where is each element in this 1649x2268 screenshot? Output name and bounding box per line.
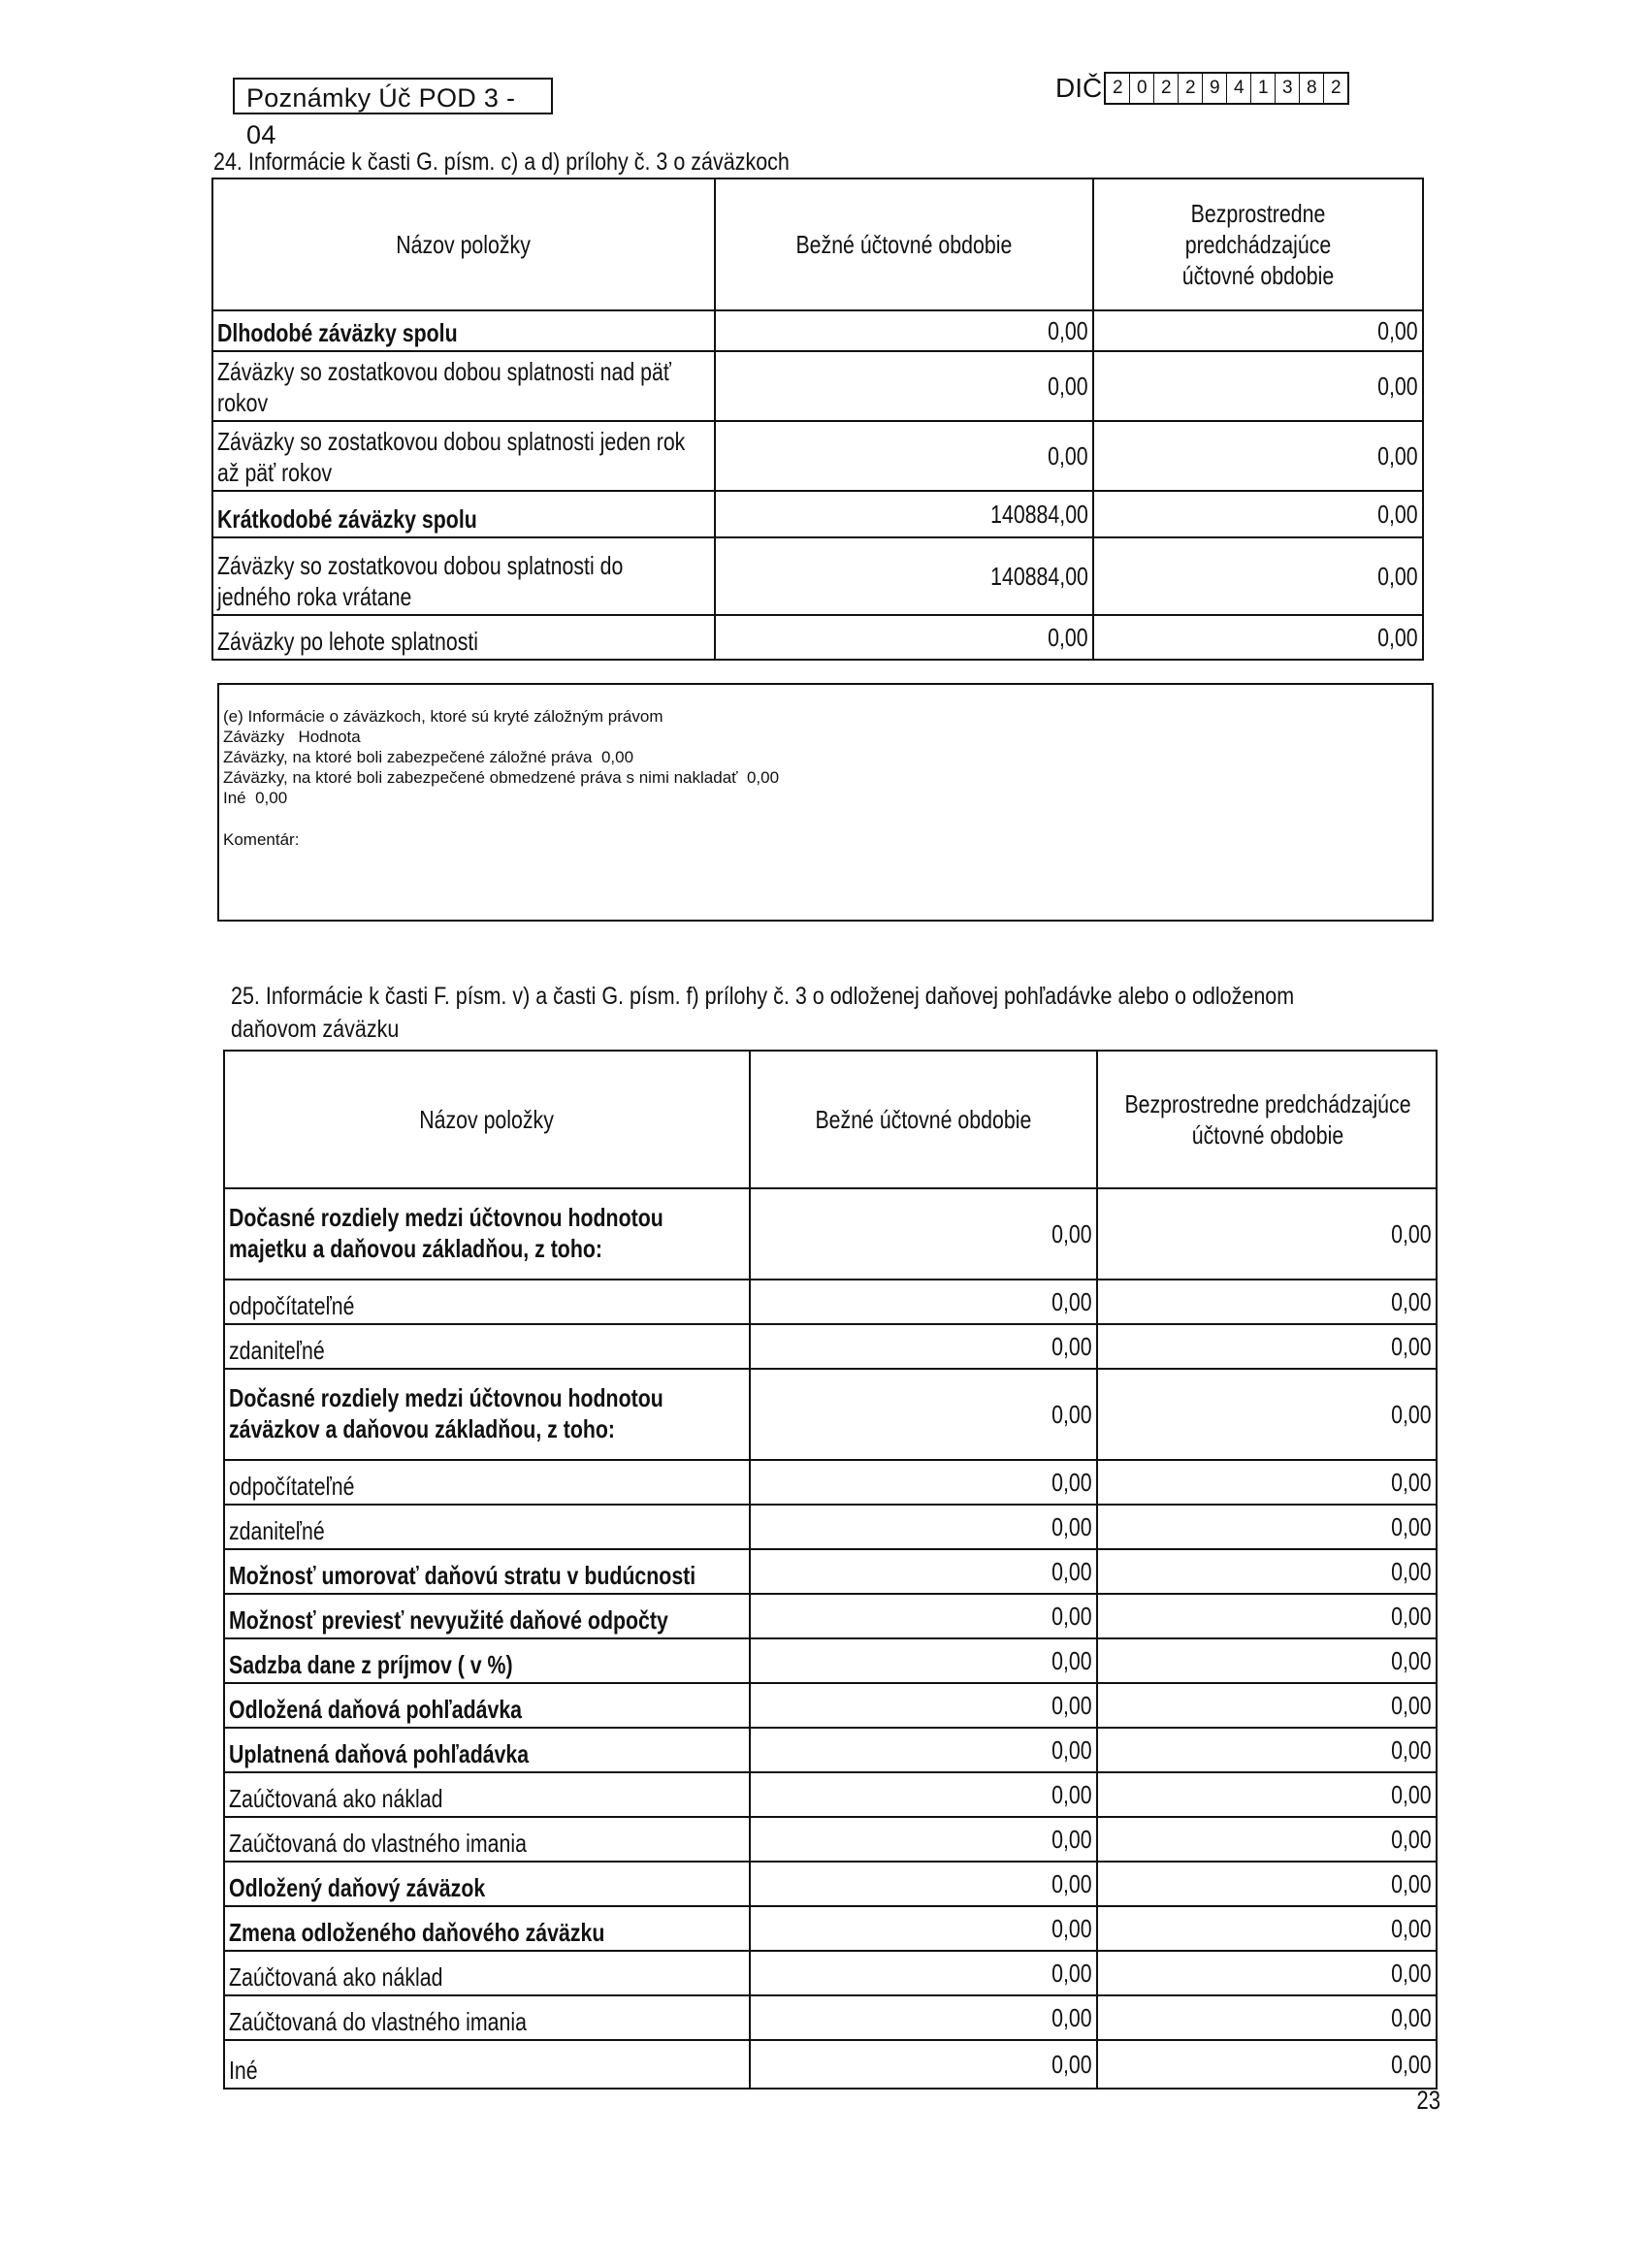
table-row xyxy=(224,1995,1437,2040)
previous-period-value: 0,00 xyxy=(1093,351,1423,421)
previous-period-value: 0,00 xyxy=(1097,1280,1437,1324)
row-label: Zaúčtovaná ako náklad xyxy=(224,1772,750,1817)
table-row xyxy=(224,1324,1437,1369)
column-header-item-name: Názov položky xyxy=(224,1051,750,1188)
tax-id-digit: 2 xyxy=(1154,74,1179,103)
row-label: Sadzba dane z príjmov ( v %) xyxy=(224,1638,750,1683)
table-row xyxy=(224,1772,1437,1817)
previous-period-value: 0,00 xyxy=(1097,1906,1437,1951)
current-period-value: 0,00 xyxy=(750,1324,1097,1369)
row-label: Zaúčtovaná do vlastného imania xyxy=(224,1995,750,2040)
column-header-previous-period: Bezprostredne predchádzajúce účtovné obdobie xyxy=(1097,1051,1437,1188)
current-period-value: 0,00 xyxy=(715,310,1093,351)
current-period-value: 0,00 xyxy=(750,1369,1097,1460)
tax-id-digit: 1 xyxy=(1251,74,1276,103)
row-label: Možnosť previesť nevyužité daňové odpočty xyxy=(224,1594,750,1638)
tax-id-digit: 9 xyxy=(1203,74,1227,103)
table-row xyxy=(224,2040,1437,2089)
row-label: Záväzky po lehote splatnosti xyxy=(212,615,715,660)
info-line: Záväzky, na ktoré boli zabezpečené obmedzené práva s nimi nakladať 0,00 xyxy=(223,768,780,787)
previous-period-value: 0,00 xyxy=(1097,1549,1437,1594)
current-period-value: 0,00 xyxy=(750,1906,1097,1951)
table-row xyxy=(212,351,1423,421)
table-row xyxy=(224,1188,1437,1280)
current-period-value: 0,00 xyxy=(750,1772,1097,1817)
previous-period-value: 0,00 xyxy=(1097,1683,1437,1728)
table-row xyxy=(212,421,1423,491)
row-label: Odložený daňový záväzok xyxy=(224,1862,750,1906)
row-label: Zmena odloženého daňového záväzku xyxy=(224,1906,750,1951)
current-period-value: 0,00 xyxy=(750,1951,1097,1995)
previous-period-value: 0,00 xyxy=(1093,310,1423,351)
section-25-title xyxy=(231,980,1294,1046)
previous-period-value: 0,00 xyxy=(1097,1369,1437,1460)
table-row xyxy=(224,1728,1437,1772)
tax-id-digit: 2 xyxy=(1106,74,1130,103)
table-row xyxy=(212,537,1423,615)
column-header-current-period: Bežné účtovné obdobie xyxy=(750,1051,1097,1188)
table-row xyxy=(224,1638,1437,1683)
current-period-value: 140884,00 xyxy=(715,491,1093,537)
previous-period-value: 0,00 xyxy=(1097,1505,1437,1549)
table-row xyxy=(224,1906,1437,1951)
row-label: zdaniteľné xyxy=(224,1324,750,1369)
row-label: Záväzky so zostatkovou dobou splatnosti do jedného roka vrátane xyxy=(212,537,715,615)
column-header-previous-period: Bezprostredne predchádzajúce účtovné obdobie xyxy=(1093,178,1423,310)
table-row xyxy=(224,1369,1437,1460)
row-label: zdaniteľné xyxy=(224,1505,750,1549)
previous-period-value: 0,00 xyxy=(1093,491,1423,537)
secured-liabilities-info-box xyxy=(217,683,1434,922)
tax-id-digit: 2 xyxy=(1179,74,1203,103)
row-label: Odložená daňová pohľadávka xyxy=(224,1683,750,1728)
page-number: 23 xyxy=(1416,2086,1440,2115)
previous-period-value: 0,00 xyxy=(1097,1594,1437,1638)
previous-period-value: 0,00 xyxy=(1097,1817,1437,1862)
previous-period-value: 0,00 xyxy=(1093,537,1423,615)
row-label: Zaúčtovaná ako náklad xyxy=(224,1951,750,1995)
liabilities-table xyxy=(211,178,1424,661)
row-label: Iné xyxy=(224,2040,750,2089)
current-period-value: 0,00 xyxy=(715,615,1093,660)
row-label: Záväzky so zostatkovou dobou splatnosti jeden rok až päť rokov xyxy=(212,421,715,491)
section-25-title-line2: daňovom záväzku xyxy=(231,1016,400,1043)
tax-id-digit: 8 xyxy=(1300,74,1324,103)
table-row xyxy=(224,1683,1437,1728)
table-row xyxy=(212,615,1423,660)
column-header-item-name: Názov položky xyxy=(212,178,715,310)
info-line: Záväzky Hodnota xyxy=(223,728,361,746)
previous-period-value: 0,00 xyxy=(1097,1460,1437,1505)
current-period-value: 0,00 xyxy=(750,1188,1097,1280)
current-period-value: 0,00 xyxy=(750,1594,1097,1638)
current-period-value: 0,00 xyxy=(750,1862,1097,1906)
tax-id-digits xyxy=(1104,72,1349,105)
previous-period-value: 0,00 xyxy=(1097,1324,1437,1369)
section-25-title-line1: 25. Informácie k časti F. písm. v) a časti G. písm. f) prílohy č. 3 o odloženej daňovej pohľadávke alebo o odloženom xyxy=(231,983,1295,1010)
row-label: Dočasné rozdiely medzi účtovnou hodnotou majetku a daňovou základňou, z toho: xyxy=(224,1188,750,1280)
current-period-value: 0,00 xyxy=(750,1638,1097,1683)
info-line: (e) Informácie o záväzkoch, ktoré sú kryté záložným právom xyxy=(223,707,663,726)
current-period-value: 0,00 xyxy=(750,1817,1097,1862)
current-period-value: 140884,00 xyxy=(715,537,1093,615)
row-label: Zaúčtovaná do vlastného imania xyxy=(224,1817,750,1862)
tax-id-digit: 0 xyxy=(1130,74,1154,103)
previous-period-value: 0,00 xyxy=(1097,1188,1437,1280)
section-24-title: 24. Informácie k časti G. písm. c) a d) prílohy č. 3 o záväzkoch xyxy=(213,148,790,176)
table-row xyxy=(224,1549,1437,1594)
current-period-value: 0,00 xyxy=(750,1460,1097,1505)
form-identifier xyxy=(233,78,553,149)
previous-period-value: 0,00 xyxy=(1093,421,1423,491)
row-label: Dlhodobé záväzky spolu xyxy=(212,310,715,351)
current-period-value: 0,00 xyxy=(750,1549,1097,1594)
row-label: Krátkodobé záväzky spolu xyxy=(212,491,715,537)
current-period-value: 0,00 xyxy=(750,1505,1097,1549)
current-period-value: 0,00 xyxy=(750,1683,1097,1728)
current-period-value: 0,00 xyxy=(750,2040,1097,2089)
deferred-tax-table xyxy=(223,1050,1438,2090)
table-row xyxy=(224,1951,1437,1995)
current-period-value: 0,00 xyxy=(750,1995,1097,2040)
table-row xyxy=(224,1817,1437,1862)
table-header-row xyxy=(224,1051,1437,1188)
previous-period-value: 0,00 xyxy=(1097,1728,1437,1772)
row-label: Uplatnená daňová pohľadávka xyxy=(224,1728,750,1772)
table-header-row xyxy=(212,178,1423,310)
table-row xyxy=(212,310,1423,351)
current-period-value: 0,00 xyxy=(750,1728,1097,1772)
previous-period-value: 0,00 xyxy=(1097,1772,1437,1817)
row-label: Dočasné rozdiely medzi účtovnou hodnotou záväzkov a daňovou základňou, z toho: xyxy=(224,1369,750,1460)
current-period-value: 0,00 xyxy=(750,1280,1097,1324)
info-line: Záväzky, na ktoré boli zabezpečené záložné práva 0,00 xyxy=(223,748,634,766)
current-period-value: 0,00 xyxy=(715,421,1093,491)
previous-period-value: 0,00 xyxy=(1097,1862,1437,1906)
table-row xyxy=(224,1460,1437,1505)
tax-id-field xyxy=(1055,70,1349,105)
form-identifier-text: Poznámky Úč POD 3 - 04 xyxy=(246,83,516,149)
tax-id-digit: 2 xyxy=(1330,78,1342,98)
tax-id-label: DIČ xyxy=(1055,73,1103,103)
info-line: Iné 0,00 xyxy=(223,789,288,807)
table-row xyxy=(224,1280,1437,1324)
table-row xyxy=(212,491,1423,537)
row-label: Možnosť umorovať daňovú stratu v budúcnosti xyxy=(224,1549,750,1594)
tax-id-digit: 3 xyxy=(1276,74,1300,103)
row-label: Záväzky so zostatkovou dobou splatnosti nad päť rokov xyxy=(212,351,715,421)
previous-period-value: 0,00 xyxy=(1097,2040,1437,2089)
column-header-current-period: Bežné účtovné obdobie xyxy=(715,178,1093,310)
row-label: odpočítateľné xyxy=(224,1460,750,1505)
table-row xyxy=(224,1594,1437,1638)
current-period-value: 0,00 xyxy=(715,351,1093,421)
previous-period-value: 0,00 xyxy=(1097,1995,1437,2040)
row-label: odpočítateľné xyxy=(224,1280,750,1324)
table-row xyxy=(224,1505,1437,1549)
previous-period-value: 0,00 xyxy=(1097,1951,1437,1995)
previous-period-value: 0,00 xyxy=(1097,1638,1437,1683)
previous-period-value: 0,00 xyxy=(1093,615,1423,660)
table-row xyxy=(224,1862,1437,1906)
tax-id-digit: 4 xyxy=(1227,74,1251,103)
comment-label: Komentár: xyxy=(223,830,300,849)
